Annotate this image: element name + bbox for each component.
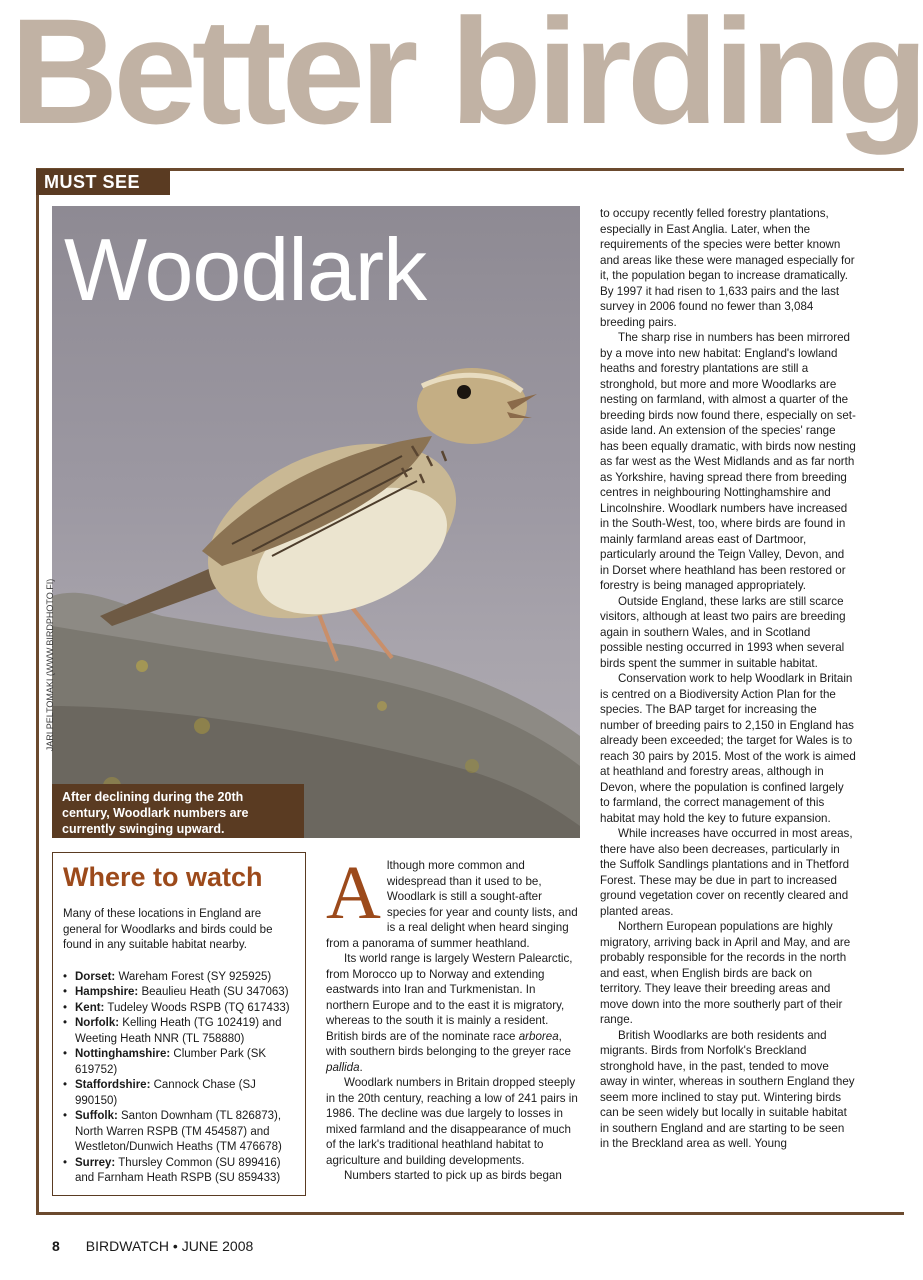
article-paragraph: Northern European populations are highly migratory, arriving back in April and May, and are probably responsible for the records in the north and east, when English birds are back on territory. They leave their breeding areas and move down into the more southerly part of their range. [600, 920, 851, 1026]
frame-border-left [36, 168, 39, 1215]
where-to-watch-title: Where to watch [63, 862, 263, 892]
masthead-title: Better birding [10, 0, 923, 155]
article-paragraph: Conservation work to help Woodlark in Britain is centred on a Biodiversity Action Plan for the species. The BAP target for increasing the number of breeding pairs to 2,150 in England has already been exceeded; the target for Wales is to reach 30 pairs by 2015. Most of the work is aimed at heathland and forestry areas, although in Devon, where the population is confined largely to farmland, the correct management of this habitat may hold the key to future expansion. [600, 672, 856, 825]
article-column-middle [326, 851, 580, 1184]
article-column-right [600, 206, 856, 1152]
article-paragraph: Its world range is largely Western Palearctic, from Morocco up to Norway and extending eastwards into Iran and Turkmenistan. In northern Europe and to the east it is migratory, whereas to the south it is mainly a resident. British birds are of the nominate race arborea, with southern birds belonging to the greyer race pallida. [326, 952, 573, 1074]
list-item: • Nottinghamshire: Clumber Park (SK 619752) [63, 1047, 295, 1078]
site-list [63, 970, 295, 1187]
article-paragraph: Although more common and widespread than it used to be, Woodlark is still a sought-after species for year and county lists, and is a real delight when heard singing from a panorama of summer heathland. [326, 851, 578, 950]
article-paragraph: While increases have occurred in most areas, there have also been decreases, particularly in the Suffolk Sandlings plantations and in Thetford Forest. These may be due in part to increased ground vegetation cover on recently cleared and planted areas. [600, 827, 853, 918]
photo-title: Woodlark [64, 220, 427, 319]
article-paragraph: to occupy recently felled forestry plantations, especially in East Anglia. Later, when the requirements of the species were better known and areas like these were managed especially for it, the population began to increase dramatically. By 1997 it had risen to 1,633 pairs and the last survey in 2006 found no fewer than 3,084 breeding pairs. [600, 207, 855, 329]
list-item: • Suffolk: Santon Downham (TL 826873), North Warren RSPB (TM 454587) and Westleton/Dunwich Heaths (TM 476678) [63, 1109, 295, 1156]
list-item: • Dorset: Wareham Forest (SY 925925) [63, 970, 295, 986]
woodlark-photo [45, 206, 580, 838]
list-item: • Surrey: Thursley Common (SU 899416) and Farnham Heath RSPB (SU 859433) [63, 1156, 295, 1187]
list-item: • Staffordshire: Cannock Chase (SJ 990150) [63, 1078, 295, 1109]
page-number: 8 [52, 1238, 60, 1254]
photo-credit: JARI PELTOMAKI (WWW.BIRDPHOTO.FI) [45, 578, 55, 752]
article-paragraph: Outside England, these larks are still scarce visitors, although at least two pairs are breeding again in southern Wales, and in Scotland possible nesting occurred in 1993 when several birds spent the summer in suitable habitat. [600, 594, 846, 670]
list-item: • Hampshire: Beaulieu Heath (SU 347063) [63, 985, 295, 1001]
article-paragraph: British Woodlarks are both residents and migrants. Birds from Norfolk's Breckland stronghold have, in the past, tended to move away in winter, whereas in southern England they seem more inclined to stay put. Wintering birds can be seen widely but locally in suitable habitat in southern England and are starting to be seen in the Breckland area as well. Young [600, 1028, 855, 1150]
article-paragraph: Woodlark numbers in Britain dropped steeply in the 20th century, reaching a low of 241 pairs in 1986. The decline was due largely to losses in mixed farmland and the disappearance of much of the lark's traditional heathland habitat to agriculture and building developments. [326, 1076, 578, 1167]
photo-caption: After declining during the 20th century, Woodlark numbers are currently swinging upward. [52, 784, 304, 838]
section-label: MUST SEE [36, 169, 170, 195]
drop-cap: A [326, 851, 381, 935]
where-to-watch-box [52, 852, 306, 1196]
article-paragraph: Numbers started to pick up as birds began [344, 1169, 562, 1182]
list-item: • Kent: Tudeley Woods RSPB (TQ 617433) [63, 1001, 295, 1017]
publication-line: BIRDWATCH • JUNE 2008 [85, 1238, 254, 1254]
article-paragraph: The sharp rise in numbers has been mirrored by a move into new habitat: England's lowland heaths and forestry plantations are still a stronghold, but more and more Woodlarks are nesting on farmland, with almost a quarter of the breeding birds now found there, especially on set-aside land. An extension of the species' range has been equally dramatic, with birds now nesting as far west as the West Midlands and as far north as Yorkshire, having spread there from breeding centres in neighbouring Nottinghamshire and Lincolnshire. Woodlark numbers have increased in the South-West, too, where birds are found in mainly farmland areas east of Dartmoor, particularly around the Teign Valley, Devon, and in Dorset where heathland has been restored or forestry is being managed appropriately. [600, 331, 856, 592]
where-to-watch-intro: Many of these locations in England are general for Woodlarks and birds could be found in any suitable habitat nearby. [63, 908, 273, 951]
list-item: • Norfolk: Kelling Heath (TG 102419) and Weeting Heath NNR (TL 758880) [63, 1016, 295, 1047]
frame-border-bottom [36, 1212, 904, 1215]
page-footer [52, 1238, 253, 1254]
